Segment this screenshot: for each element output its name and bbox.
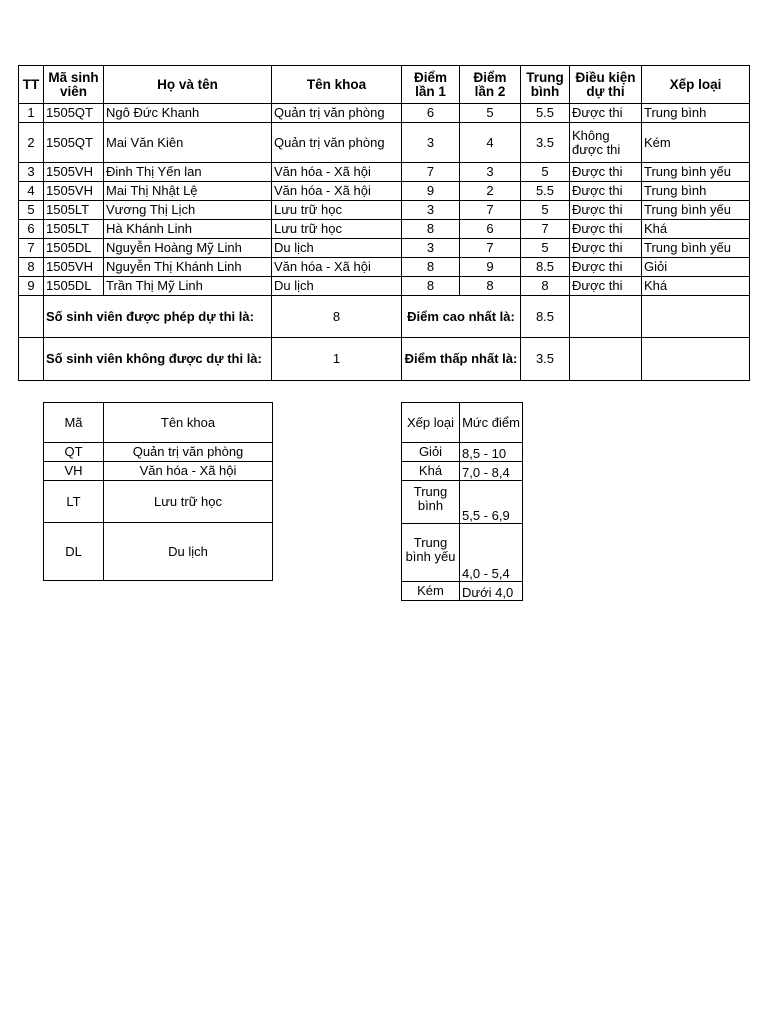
cell-full-name: Ngô Đức Khanh — [104, 104, 272, 123]
header-student-id: Mã sinh viên — [44, 66, 104, 104]
faculty-code: QT — [44, 443, 104, 462]
cell-student-id: 1505LT — [44, 201, 104, 220]
cell-ranking: Giỏi — [642, 258, 750, 277]
grade-name: Kém — [402, 582, 460, 601]
cell-full-name: Trần Thị Mỹ Linh — [104, 277, 272, 296]
grade-header-row — [402, 403, 523, 443]
grade-name: Khá — [402, 462, 460, 481]
header-score-2: Điểm lần 2 — [460, 66, 521, 104]
faculty-name: Du lịch — [104, 523, 273, 581]
cell-exam-condition: Được thi — [570, 182, 642, 201]
cell-score-2: 4 — [460, 123, 521, 163]
faculty-name: Lưu trữ học — [104, 481, 273, 523]
not-allowed-count-value: 1 — [272, 338, 402, 381]
cell-score-2: 8 — [460, 277, 521, 296]
table-row — [402, 481, 523, 524]
cell-ranking: Trung bình — [642, 182, 750, 201]
table-row — [19, 163, 750, 182]
table-row — [19, 104, 750, 123]
cell-ranking: Trung bình yếu — [642, 201, 750, 220]
cell-ranking: Kém — [642, 123, 750, 163]
header-ranking: Xếp loại — [642, 66, 750, 104]
grade-header-range: Mức điểm — [460, 403, 523, 443]
table-row — [402, 462, 523, 481]
cell-student-id: 1505DL — [44, 277, 104, 296]
cell-student-id: 1505VH — [44, 258, 104, 277]
cell-faculty: Văn hóa - Xã hội — [272, 258, 402, 277]
cell-faculty: Quản trị văn phòng — [272, 104, 402, 123]
allowed-count-label: Số sinh viên được phép dự thi là: — [44, 296, 272, 338]
cell-score-1: 8 — [402, 258, 460, 277]
cell-tt: 8 — [19, 258, 44, 277]
cell-tt: 1 — [19, 104, 44, 123]
cell-faculty: Văn hóa - Xã hội — [272, 182, 402, 201]
cell-average: 5.5 — [521, 182, 570, 201]
cell-score-2: 2 — [460, 182, 521, 201]
table-row — [402, 582, 523, 601]
cell-score-1: 9 — [402, 182, 460, 201]
table-row — [44, 481, 273, 523]
grade-range: 5,5 - 6,9 — [460, 481, 523, 524]
cell-faculty: Du lịch — [272, 277, 402, 296]
cell-score-1: 6 — [402, 104, 460, 123]
grade-name: Trung bình yếu — [402, 524, 460, 582]
cell-tt: 2 — [19, 123, 44, 163]
cell-faculty: Du lịch — [272, 239, 402, 258]
min-score-label: Điểm thấp nhất là: — [402, 338, 521, 381]
summary-spacer — [19, 296, 44, 338]
cell-student-id: 1505VH — [44, 163, 104, 182]
min-score-value: 3.5 — [521, 338, 570, 381]
cell-tt: 4 — [19, 182, 44, 201]
cell-full-name: Nguyễn Thị Khánh Linh — [104, 258, 272, 277]
allowed-count-value: 8 — [272, 296, 402, 338]
faculty-lookup-table — [43, 402, 273, 581]
summary-row-not-allowed — [19, 338, 750, 381]
cell-faculty: Lưu trữ học — [272, 220, 402, 239]
cell-score-1: 8 — [402, 220, 460, 239]
grade-name: Trung bình — [402, 481, 460, 524]
grade-name: Giỏi — [402, 443, 460, 462]
grade-range: 7,0 - 8,4 — [460, 462, 523, 481]
table-row — [44, 462, 273, 481]
faculty-code: LT — [44, 481, 104, 523]
header-faculty: Tên khoa — [272, 66, 402, 104]
grade-scale-table — [401, 402, 523, 601]
table-row — [44, 443, 273, 462]
table-header-row — [19, 66, 750, 104]
grade-range: 4,0 - 5,4 — [460, 524, 523, 582]
cell-full-name: Hà Khánh Linh — [104, 220, 272, 239]
cell-full-name: Nguyễn Hoàng Mỹ Linh — [104, 239, 272, 258]
faculty-header-code: Mã — [44, 403, 104, 443]
cell-tt: 9 — [19, 277, 44, 296]
summary-empty-cell — [570, 296, 642, 338]
cell-full-name: Đinh Thị Yến lan — [104, 163, 272, 182]
cell-faculty: Lưu trữ học — [272, 201, 402, 220]
table-row — [402, 524, 523, 582]
cell-average: 5 — [521, 201, 570, 220]
cell-exam-condition: Không được thi — [570, 123, 642, 163]
summary-empty-cell — [642, 296, 750, 338]
faculty-header-name: Tên khoa — [104, 403, 273, 443]
summary-empty-cell — [570, 338, 642, 381]
cell-student-id: 1505LT — [44, 220, 104, 239]
cell-score-2: 7 — [460, 239, 521, 258]
header-average: Trung bình — [521, 66, 570, 104]
cell-full-name: Mai Thị Nhật Lệ — [104, 182, 272, 201]
cell-score-2: 7 — [460, 201, 521, 220]
faculty-code: DL — [44, 523, 104, 581]
cell-tt: 7 — [19, 239, 44, 258]
not-allowed-count-label: Số sinh viên không được dự thi là: — [44, 338, 272, 381]
table-row — [19, 258, 750, 277]
cell-tt: 5 — [19, 201, 44, 220]
cell-score-1: 7 — [402, 163, 460, 182]
grade-range: Dưới 4,0 — [460, 582, 523, 601]
summary-spacer — [19, 338, 44, 381]
header-exam-condition: Điều kiện dự thi — [570, 66, 642, 104]
grade-header-ranking: Xếp loại — [402, 403, 460, 443]
cell-full-name: Mai Văn Kiên — [104, 123, 272, 163]
student-scores-table — [18, 65, 750, 381]
cell-average: 5 — [521, 163, 570, 182]
cell-score-2: 3 — [460, 163, 521, 182]
summary-row-allowed — [19, 296, 750, 338]
cell-ranking: Trung bình yếu — [642, 163, 750, 182]
cell-ranking: Trung bình yếu — [642, 239, 750, 258]
table-row — [19, 123, 750, 163]
cell-score-2: 5 — [460, 104, 521, 123]
cell-score-1: 8 — [402, 277, 460, 296]
max-score-label: Điểm cao nhất là: — [402, 296, 521, 338]
cell-exam-condition: Được thi — [570, 239, 642, 258]
cell-tt: 3 — [19, 163, 44, 182]
header-score-1: Điểm lần 1 — [402, 66, 460, 104]
cell-exam-condition: Được thi — [570, 104, 642, 123]
cell-average: 8 — [521, 277, 570, 296]
grade-range: 8,5 - 10 — [460, 443, 523, 462]
faculty-header-row — [44, 403, 273, 443]
table-row — [19, 239, 750, 258]
cell-student-id: 1505QT — [44, 123, 104, 163]
cell-ranking: Trung bình — [642, 104, 750, 123]
cell-exam-condition: Được thi — [570, 201, 642, 220]
table-row — [402, 443, 523, 462]
cell-exam-condition: Được thi — [570, 258, 642, 277]
cell-ranking: Khá — [642, 277, 750, 296]
cell-student-id: 1505VH — [44, 182, 104, 201]
table-row — [44, 523, 273, 581]
table-row — [19, 182, 750, 201]
cell-score-1: 3 — [402, 239, 460, 258]
cell-exam-condition: Được thi — [570, 163, 642, 182]
cell-average: 3.5 — [521, 123, 570, 163]
cell-score-1: 3 — [402, 201, 460, 220]
table-row — [19, 277, 750, 296]
cell-score-2: 6 — [460, 220, 521, 239]
cell-student-id: 1505QT — [44, 104, 104, 123]
cell-average: 8.5 — [521, 258, 570, 277]
cell-exam-condition: Được thi — [570, 220, 642, 239]
cell-average: 5.5 — [521, 104, 570, 123]
cell-average: 7 — [521, 220, 570, 239]
table-row — [19, 201, 750, 220]
cell-exam-condition: Được thi — [570, 277, 642, 296]
table-row — [19, 220, 750, 239]
cell-score-2: 9 — [460, 258, 521, 277]
max-score-value: 8.5 — [521, 296, 570, 338]
cell-average: 5 — [521, 239, 570, 258]
cell-full-name: Vương Thị Lịch — [104, 201, 272, 220]
summary-empty-cell — [642, 338, 750, 381]
faculty-name: Quản trị văn phòng — [104, 443, 273, 462]
cell-student-id: 1505DL — [44, 239, 104, 258]
cell-tt: 6 — [19, 220, 44, 239]
cell-faculty: Quản trị văn phòng — [272, 123, 402, 163]
cell-ranking: Khá — [642, 220, 750, 239]
cell-score-1: 3 — [402, 123, 460, 163]
header-tt: TT — [19, 66, 44, 104]
faculty-code: VH — [44, 462, 104, 481]
header-full-name: Họ và tên — [104, 66, 272, 104]
faculty-name: Văn hóa - Xã hội — [104, 462, 273, 481]
cell-faculty: Văn hóa - Xã hội — [272, 163, 402, 182]
